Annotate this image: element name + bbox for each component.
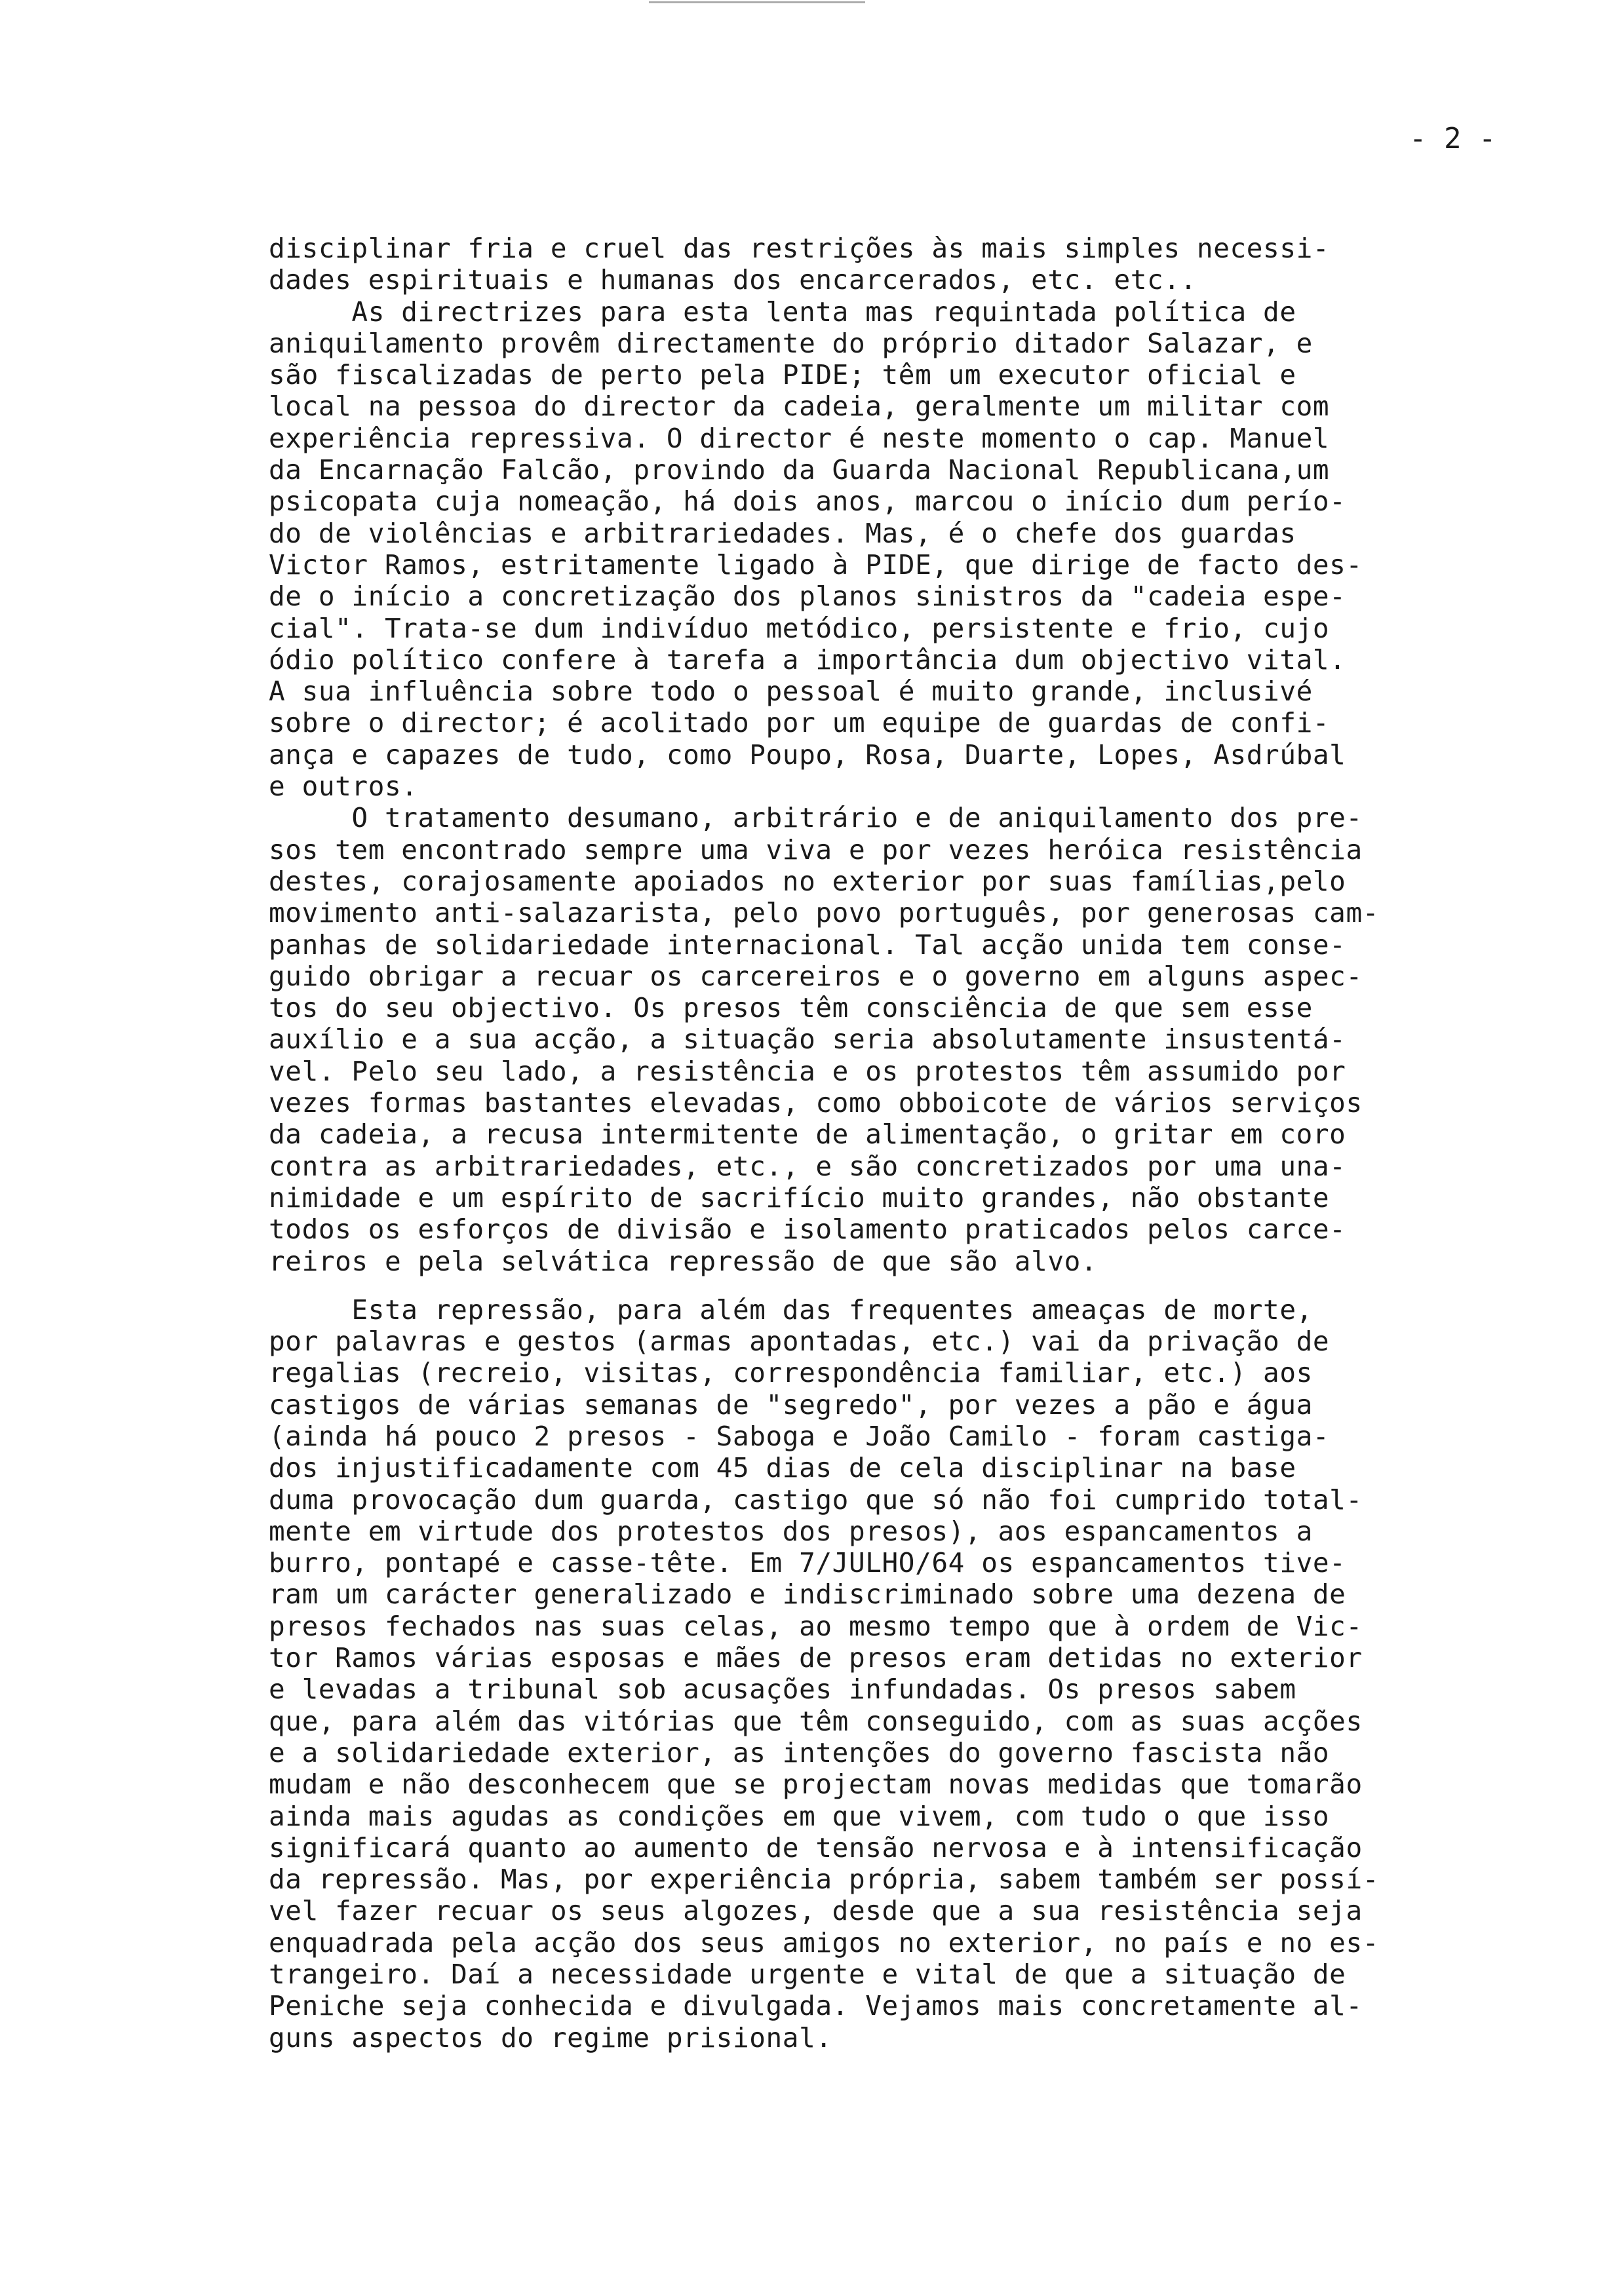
document-body [269, 233, 1573, 2054]
paragraph-3: O tratamento desumano, arbitrário e de aniquilamento dos pre- sos tem encontrado sempre uma viva e por vezes heróica resistência destes, corajosamente apoiados no exterior por suas famílias,pelo movimento anti-salazarista, pelo povo português, por generosas cam- panhas de solidariedade internacional. Tal acção unida tem conse- guido obrigar a recuar os carcereiros e o governo em alguns aspec- tos do seu objectivo. Os presos têm consciência de que sem esse auxílio e a sua acção, a situação seria absolutamente insustentá- vel. Pelo seu lado, a resistência e os protestos têm assumido por vezes formas bastantes elevadas, como obboicote de vários serviços da cadeia, a recusa intermitente de alimentação, o gritar em coro contra as arbitrariedades, etc., e são concretizados por uma una- nimidade e um espírito de sacrifício muito grandes, não obstante todos os esforços de divisão e isolamento praticados pelos carce- reiros e pela selvática repressão de que são alvo. [269, 802, 1380, 1277]
paragraph-1: disciplinar fria e cruel das restrições às mais simples necessi- dades espirituais e humanas dos encarcerados, etc. etc.. [269, 233, 1330, 296]
page-number: - 2 - [1409, 122, 1496, 155]
scan-edge-mark [649, 1, 865, 5]
paragraph-2: As directrizes para esta lenta mas requintada política de aniquilamento provêm directamente do próprio ditador Salazar, e são fiscalizadas de perto pela PIDE; têm um executor oficial e local na pessoa do director da cadeia, geralmente um militar com experiência repressiva. O director é neste momento o cap. Manuel da Encarnação Falcão, provindo da Guarda Nacional Republicana,um psicopata cuja nomeação, há dois anos, marcou o início dum perío- do de violências e arbitrariedades. Mas, é o chefe dos guardas Victor Ramos, estritamente ligado à PIDE, que dirige de facto des- de o início a concretização dos planos sinistros da "cadeia espe- cial". Trata-se dum indivíduo metódico, persistente e frio, cujo ódio político confere à tarefa a importância dum objectivo vital. A sua influência sobre todo o pessoal é muito grande, inclusivé sobre o director; é acolitado por um equipe de guardas de confi- ança e capazes de tudo, como Poupo, Rosa, Duarte, Lopes, Asdrúbal e outros. [269, 296, 1363, 803]
paragraph-4: Esta repressão, para além das frequentes ameaças de morte, por palavras e gestos (armas apontadas, etc.) vai da privação de regalias (recreio, visitas, correspondência familiar, etc.) aos castigos de várias semanas de "segredo", por vezes a pão e água (ainda há pouco 2 presos - Saboga e João Camilo - foram castiga- dos injustificadamente com 45 dias de cela disciplinar na base duma provocação dum guarda, castigo que só não foi cumprido total- mente em virtude dos protestos dos presos), aos espancamentos a burro, pontapé e casse-tête. Em 7/JULHO/64 os espancamentos tive- ram um carácter generalizado e indiscriminado sobre uma dezena de presos fechados nas suas celas, ao mesmo tempo que à ordem de Vic- tor Ramos várias esposas e mães de presos eram detidas no exterior e levadas a tribunal sob acusações infundadas. Os presos sabem que, para além das vitórias que têm conseguido, com as suas acções e a solidariedade exterior, as intenções do governo fascista não mudam e não desconhecem que se projectam novas medidas que tomarão ainda mais agudas as condições em que vivem, com tudo o que isso significará quanto ao aumento de tensão nervosa e à intensificação da repressão. Mas, por experiência própria, sabem também ser possí- vel fazer recuar os seus algozes, desde que a sua resistência seja enquadrada pela acção dos seus amigos no exterior, no país e no es- trangeiro. Daí a necessidade urgente e vital de que a situação de Peniche seja conhecida e divulgada. Vejamos mais concretamente al- guns aspectos do regime prisional. [269, 1293, 1380, 2054]
